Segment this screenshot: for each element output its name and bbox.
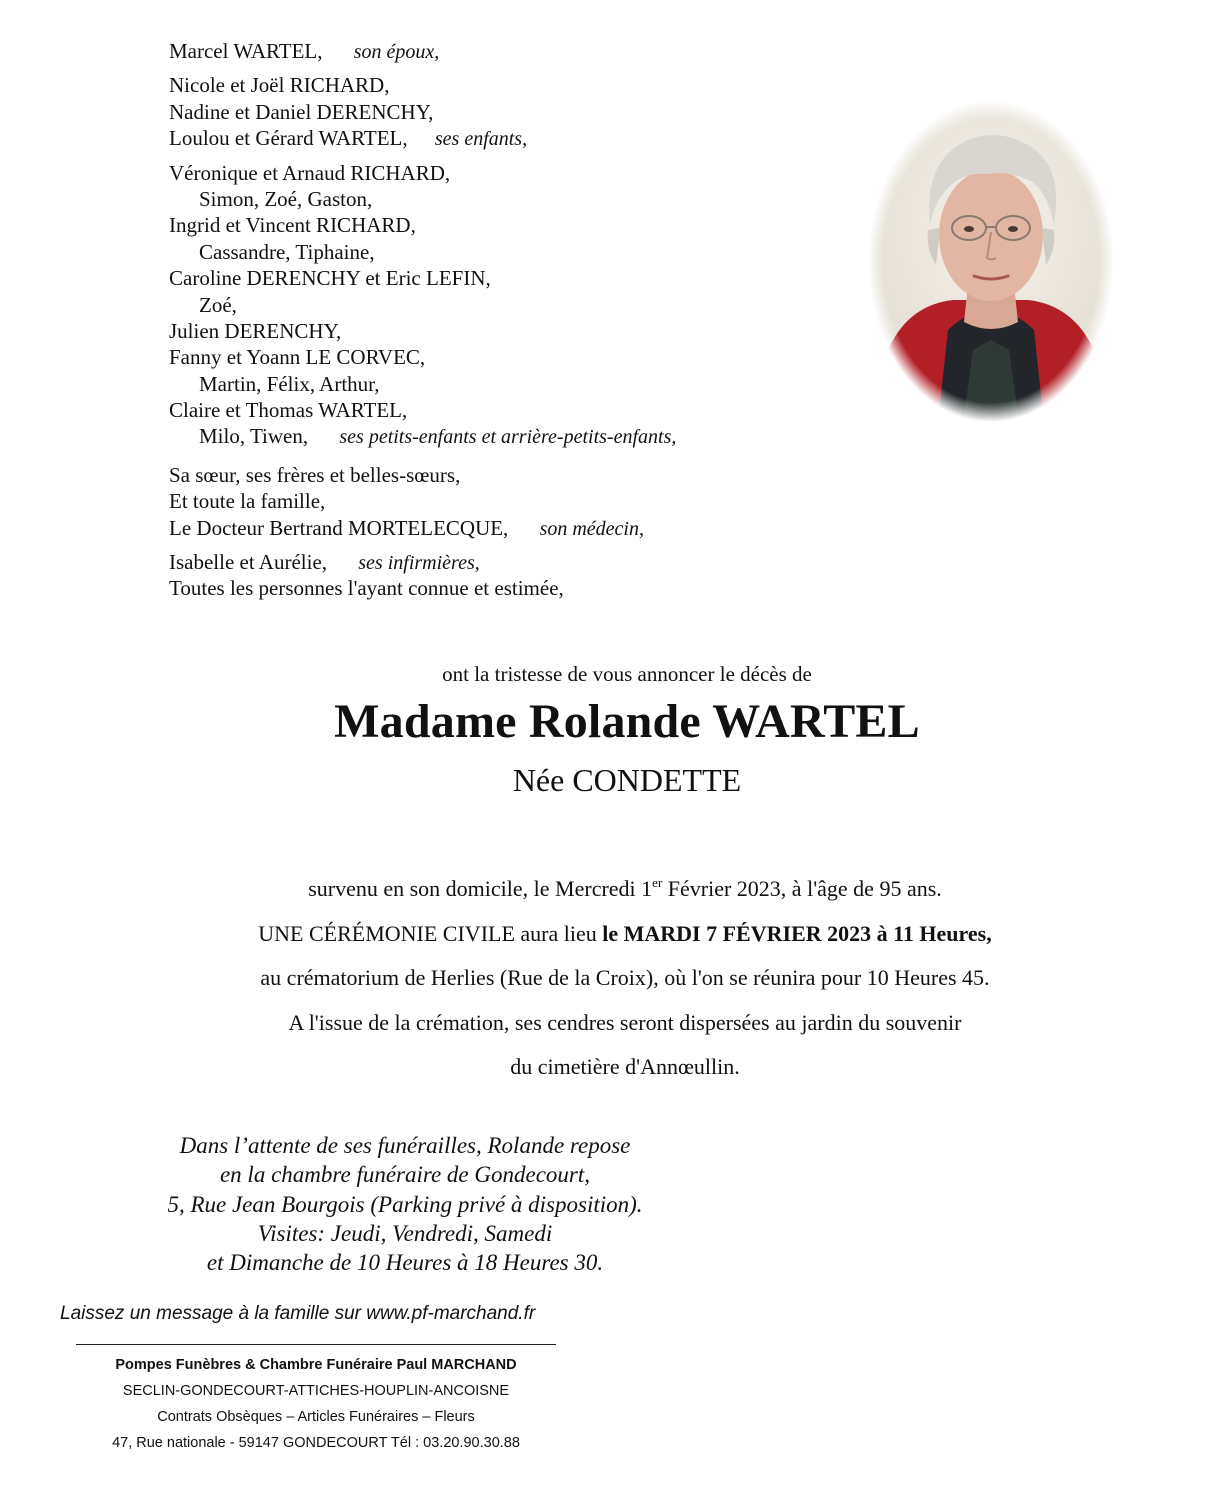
great-grandchild-name: Milo, Tiwen, xyxy=(199,424,309,449)
grandchildren-last-line xyxy=(169,423,829,449)
grandchild-line: Fanny et Yoann LE CORVEC, xyxy=(169,345,426,370)
company-towns: SECLIN-GONDECOURT-ATTICHES-HOUPLIN-ANCOISNE xyxy=(122,1383,510,1399)
funeral-home-footer xyxy=(76,1352,556,1456)
nurses-role: ses infirmières, xyxy=(358,552,480,575)
nurses-line xyxy=(169,549,829,575)
spouse-line xyxy=(169,38,829,64)
deceased-name: Madame Rolande WARTEL xyxy=(334,695,920,748)
child-line: Nadine et Daniel DERENCHY, xyxy=(169,99,434,124)
maiden-name: Née CONDETTE xyxy=(512,762,742,798)
portrait-photo xyxy=(868,100,1114,422)
doctor-line xyxy=(169,515,829,541)
child-name: Loulou et Gérard WARTEL, xyxy=(169,126,408,151)
great-grandchild-line: Martin, Félix, Arthur, xyxy=(199,371,380,396)
footer-divider xyxy=(76,1344,556,1345)
doctor-name: Le Docteur Bertrand MORTELECQUE, xyxy=(169,515,509,540)
company-services: Contrats Obsèques – Articles Funéraires – Fleurs xyxy=(157,1409,475,1425)
death-line xyxy=(0,874,1214,919)
ceremony-text: UNE CÉRÉMONIE CIVILE aura lieu xyxy=(258,920,603,946)
repose-line: Visites: Jeudi, Vendredi, Samedi xyxy=(257,1220,553,1246)
ceremony-line xyxy=(0,919,1214,964)
repose-line: en la chambre funéraire de Gondecourt, xyxy=(219,1162,591,1188)
doctor-role: son médecin, xyxy=(539,517,644,540)
repose-block xyxy=(100,1131,710,1277)
great-grandchild-line: Cassandre, Tiphaine, xyxy=(199,239,375,264)
repose-line: 5, Rue Jean Bourgois (Parking privé à disposition). xyxy=(167,1191,643,1217)
grandchild-line: Véronique et Arnaud RICHARD, xyxy=(169,160,451,185)
message-invite: Laissez un message à la famille sur www.pf-marchand.fr xyxy=(60,1303,536,1324)
announcement-intro: ont la tristesse de vous annoncer le décès de xyxy=(442,662,812,686)
acquaintances-line: Toutes les personnes l'ayant connue et estimée, xyxy=(169,576,564,601)
grandchild-line: Claire et Thomas WARTEL, xyxy=(169,398,408,423)
spouse-name: Marcel WARTEL, xyxy=(169,39,323,63)
ceremony-date: le MARDI 7 FÉVRIER 2023 à 11 Heures, xyxy=(602,920,992,946)
grandchild-line: Ingrid et Vincent RICHARD, xyxy=(169,213,416,238)
company-address: 47, Rue nationale - 59147 GONDECOURT Tél : 03.20.90.30.88 xyxy=(112,1435,520,1451)
death-ordinal: er xyxy=(652,875,663,890)
great-grandchild-line: Simon, Zoé, Gaston, xyxy=(199,186,373,211)
death-text-end: Février 2023, à l'âge de 95 ans. xyxy=(662,876,942,901)
cemetery-line: du cimetière d'Annœullin. xyxy=(510,1054,740,1079)
great-grandchild-line: Zoé, xyxy=(199,292,237,317)
grandchildren-role: ses petits-enfants et arrière-petits-enfants, xyxy=(339,426,677,449)
family-line: Et toute la famille, xyxy=(169,489,326,514)
company-name: Pompes Funèbres & Chambre Funéraire Paul MARCHAND xyxy=(115,1357,517,1373)
details-block xyxy=(0,874,1214,1097)
location-line: au crématorium de Herlies (Rue de la Croix), où l'on se réunira pour 10 Heures 45. xyxy=(260,965,990,990)
repose-line: Dans l’attente de ses funérailles, Rolande repose xyxy=(179,1133,631,1158)
ashes-line: A l'issue de la crémation, ses cendres seront dispersées au jardin du souvenir xyxy=(288,1009,962,1035)
child-line: Nicole et Joël RICHARD, xyxy=(169,73,390,98)
death-text: survenu en son domicile, le Mercredi 1 xyxy=(308,876,653,901)
children-role: ses enfants, xyxy=(434,128,528,151)
nurses-name: Isabelle et Aurélie, xyxy=(169,550,328,575)
spouse-role: son époux, xyxy=(353,41,440,63)
grandchild-line: Caroline DERENCHY et Eric LEFIN, xyxy=(169,266,491,291)
family-list xyxy=(169,38,829,602)
siblings-line: Sa sœur, ses frères et belles-sœurs, xyxy=(169,462,461,487)
children-last-line xyxy=(169,125,829,151)
repose-line: et Dimanche de 10 Heures à 18 Heures 30. xyxy=(206,1250,604,1276)
grandchild-line: Julien DERENCHY, xyxy=(169,318,342,343)
